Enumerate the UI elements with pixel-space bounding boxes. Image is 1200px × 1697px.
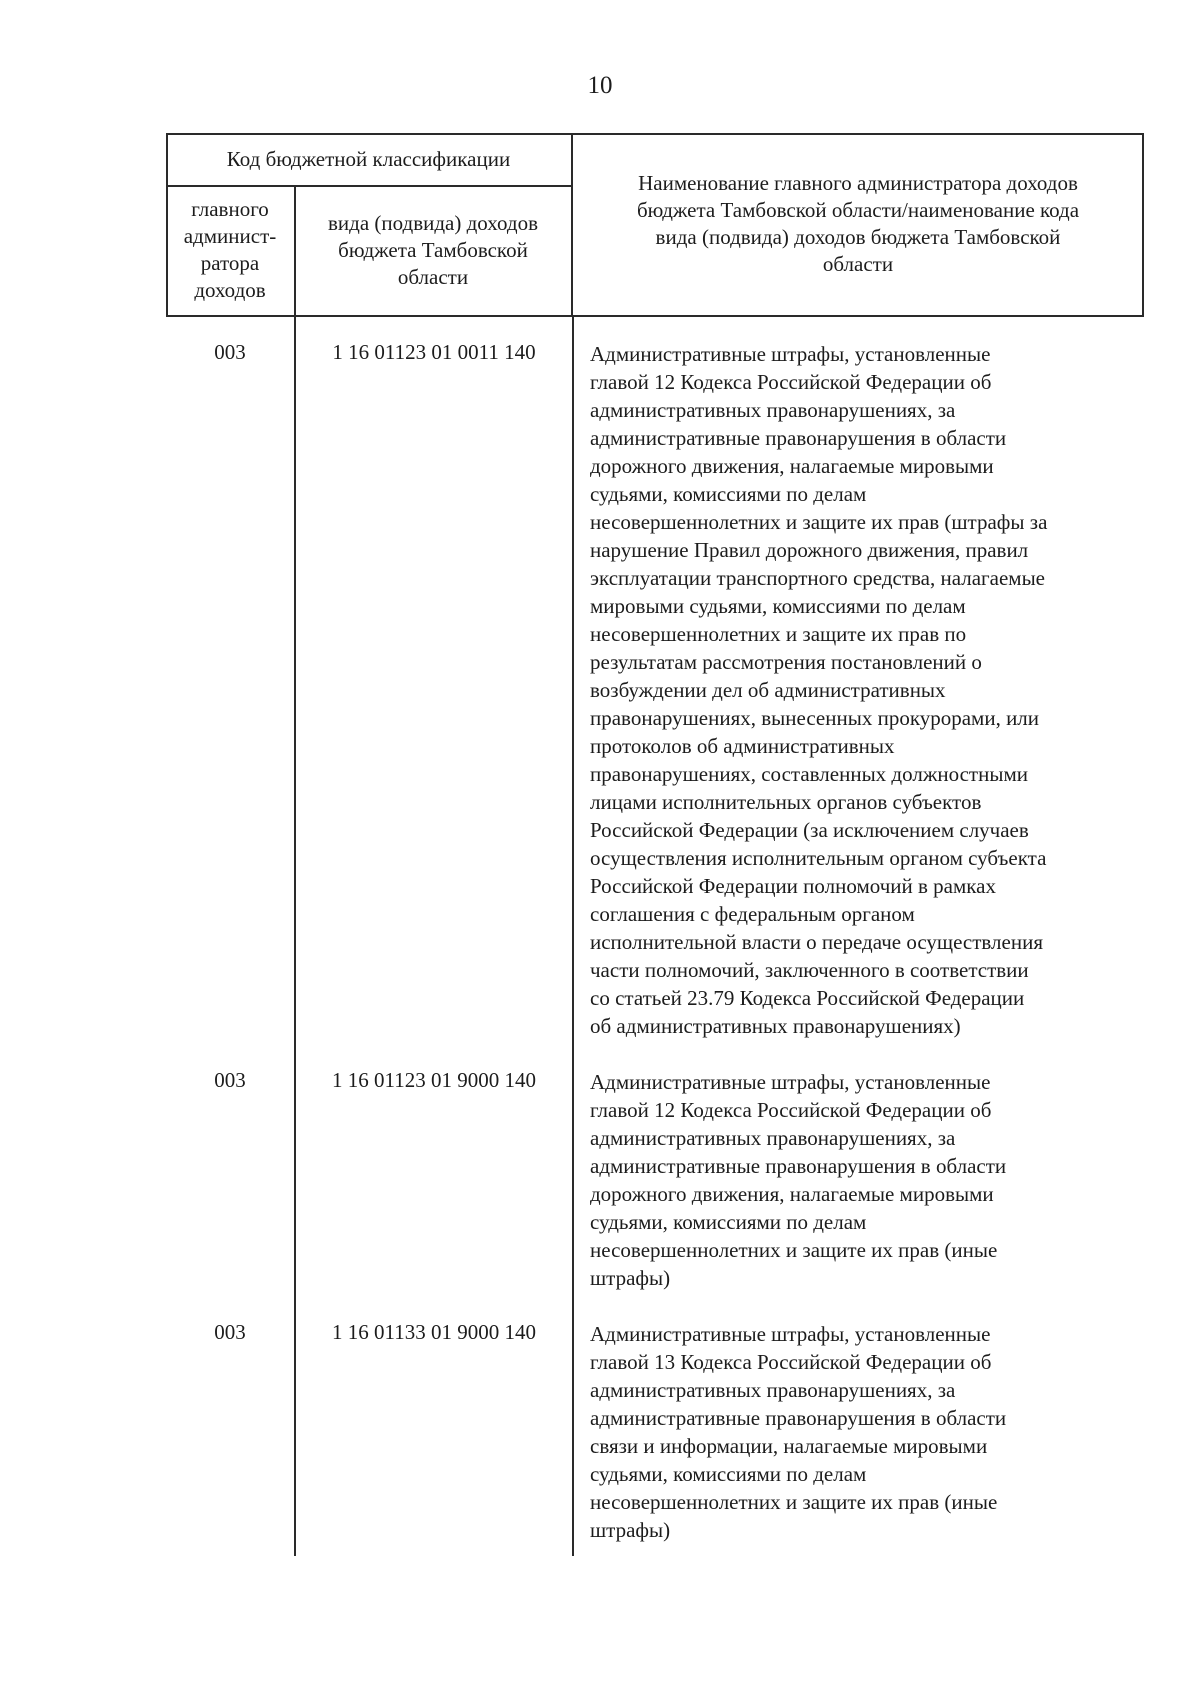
description-line: эксплуатации транспортного средства, налагаемые — [590, 566, 1046, 590]
row-description — [590, 1068, 1140, 1292]
description-line: дорожного движения, налагаемые мировыми — [590, 454, 994, 478]
description-line: несовершеннолетних и защите их прав (иные — [590, 1238, 998, 1262]
header-code-line: вида (подвида) доходов — [328, 210, 538, 235]
description-line: несовершеннолетних и защите их прав по — [590, 622, 967, 646]
description-line: протоколов об административных — [590, 734, 895, 758]
description-line: дорожного движения, налагаемые мировыми — [590, 1182, 994, 1206]
description-line: судьями, комиссиями по делам — [590, 1462, 867, 1486]
description-line: части полномочий, заключенного в соответствии — [590, 958, 1029, 982]
row-admin-code: 003 — [214, 340, 246, 364]
description-line: правонарушениях, вынесенных прокурорами, или — [590, 706, 1040, 730]
description-line: результатам рассмотрения постановлений о — [590, 650, 982, 674]
header-admin-line: доходов — [194, 278, 266, 302]
header-admin-line: главного — [191, 197, 269, 221]
description-line: несовершеннолетних и защите их прав (иные — [590, 1490, 998, 1514]
description-line: возбуждении дел об административных — [590, 678, 946, 702]
header-name-line: области — [822, 252, 894, 276]
description-line: осуществления исполнительным органом субъекта — [590, 846, 1047, 870]
row-budget-code: 1 16 01133 01 9000 140 — [332, 1320, 536, 1344]
description-line: административных правонарушениях, за — [590, 1378, 956, 1402]
row-description — [590, 340, 1140, 1040]
description-line: со статьей 23.79 Кодекса Российской Федерации — [590, 986, 1025, 1010]
header-name-line: Наименование главного администратора доходов — [638, 171, 1078, 195]
row-admin-code: 003 — [214, 1320, 246, 1344]
header-group-label: Код бюджетной классификации — [226, 146, 511, 171]
header-code-cell — [295, 185, 571, 315]
description-line: мировыми судьями, комиссиями по делам — [590, 594, 966, 618]
description-line: главой 12 Кодекса Российской Федерации об — [590, 1098, 992, 1122]
description-line: Российской Федерации (за исключением случаев — [590, 818, 1029, 842]
table-header — [166, 133, 1144, 316]
description-line: лицами исполнительных органов субъектов — [590, 790, 982, 814]
description-line: административные правонарушения в области — [590, 1154, 1007, 1178]
description-line: административных правонарушениях, за — [590, 1126, 956, 1150]
description-line: административных правонарушениях, за — [590, 398, 956, 422]
header-code-line: области — [397, 264, 469, 289]
header-admin-cell — [166, 185, 294, 315]
description-line: несовершеннолетних и защите их прав (штрафы за — [590, 510, 1048, 534]
description-line: судьями, комиссиями по делам — [590, 1210, 867, 1234]
description-line: административные правонарушения в области — [590, 426, 1007, 450]
description-line: Административные штрафы, установленные — [590, 1322, 991, 1346]
body-divider-code — [294, 316, 296, 1556]
header-code-line: бюджета Тамбовской — [338, 237, 528, 262]
description-line: штрафы) — [590, 1518, 671, 1542]
row-budget-code: 1 16 01123 01 0011 140 — [332, 340, 536, 364]
description-line: штрафы) — [590, 1266, 671, 1290]
description-line: исполнительной власти о передаче осуществления — [590, 930, 1043, 954]
header-name-line: вида (подвида) доходов бюджета Тамбовской — [655, 225, 1061, 249]
description-line: нарушение Правил дорожного движения, правил — [590, 538, 1029, 562]
body-divider-name — [572, 316, 574, 1556]
description-line: главой 13 Кодекса Российской Федерации об — [590, 1350, 992, 1374]
description-line: административные правонарушения в области — [590, 1406, 1007, 1430]
header-name-line: бюджета Тамбовской области/наименование кода — [636, 198, 1080, 222]
description-line: связи и информации, налагаемые мировыми — [590, 1434, 988, 1458]
description-line: соглашения с федеральным органом — [590, 902, 915, 926]
header-admin-line: админист- — [183, 224, 277, 248]
header-name-cell — [573, 133, 1143, 315]
description-line: Российской Федерации полномочий в рамках — [590, 874, 996, 898]
description-line: главой 12 Кодекса Российской Федерации об — [590, 370, 992, 394]
description-line: Административные штрафы, установленные — [590, 1070, 991, 1094]
description-line: судьями, комиссиями по делам — [590, 482, 867, 506]
row-description — [590, 1320, 1140, 1544]
header-admin-line: ратора — [200, 251, 260, 275]
row-budget-code: 1 16 01123 01 9000 140 — [332, 1068, 536, 1092]
description-line: правонарушениях, составленных должностными — [590, 762, 1028, 786]
header-bottom-border — [166, 315, 1144, 317]
row-admin-code: 003 — [214, 1068, 246, 1092]
description-line: Административные штрафы, установленные — [590, 342, 991, 366]
page-number: 10 — [587, 72, 613, 99]
description-line: об административных правонарушениях) — [590, 1014, 961, 1038]
